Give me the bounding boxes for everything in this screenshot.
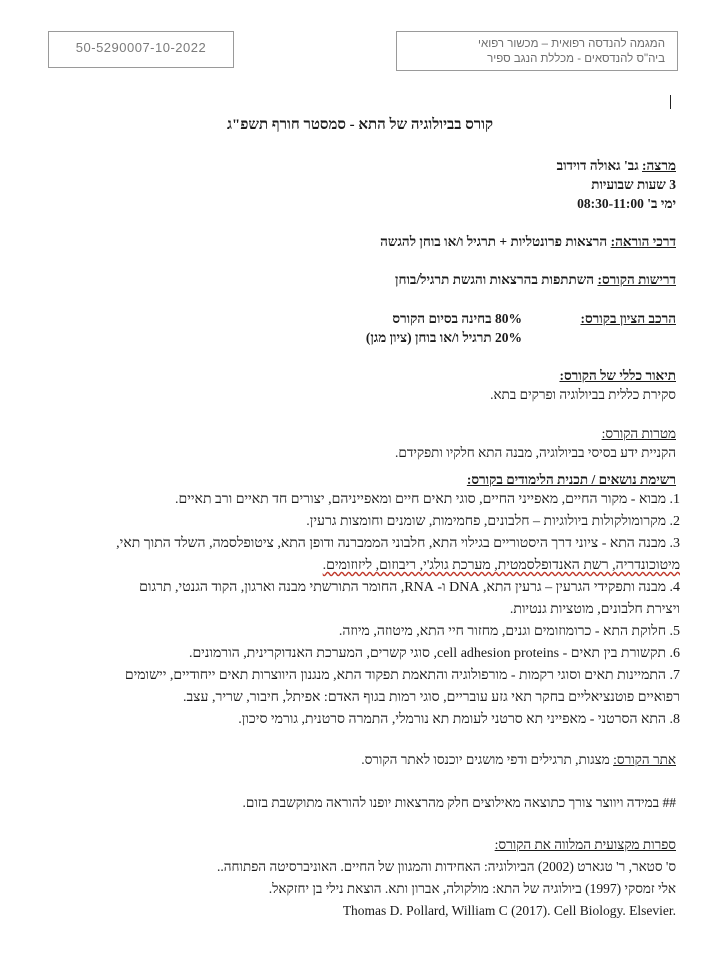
reference-2: אלי זמסקי (1997) ביולוגיה של התא: מולקולה, אברון ותא. הוצאת נילי בן יחזקאל.	[268, 881, 676, 896]
course-requirements	[395, 272, 676, 288]
goals-text: הקניית ידע בסיסי בביולוגיה, מבנה התא חלקיו ותפקידם.	[395, 445, 676, 460]
zoom-note: ## במידה ויווצר צורך כתוצאה מאילוצים חלק מהרצאות יופנו להוראה מתוקשבת בזום.	[242, 795, 676, 810]
topic-item: 6. תקשורת בין תאים - cell adhesion proteins, סוגי קשרים, המערכת האנדוקרינית, הורמונים.	[188, 646, 680, 661]
topic-item-continuation: מיטוכונדריה, רשת האנדופלסמטית, מערכת גולג'י, ריבוזום, ליזוזומים.	[322, 558, 680, 573]
website-label: אתר הקורס:	[613, 752, 676, 767]
teaching-methods	[380, 234, 676, 250]
topic-item: 7. התמיינות תאים וסוגי רקמות - מורפולוגיה והתאמת תפקוד התא, מנגנון היווצרות תאים ייחודיים, יישומים	[124, 668, 680, 683]
schedule: ימי ב' 08:30-11:00	[577, 196, 676, 211]
institution-box	[396, 31, 678, 71]
reference-3: Thomas D. Pollard, William C (2017). Cell Biology. Elsevier.	[342, 903, 676, 918]
topics-heading: רשימת נושאים / תכנית הלימודים בקורס:	[466, 472, 676, 487]
reference-1: ס' סטאר, ר' טגארט (2002) הביולוגיה: האחידות והמגוון של החיים. האוניברסיטה הפתוחה..	[217, 859, 676, 874]
literature-heading: ספרות מקצועית המלווה את הקורס:	[494, 837, 676, 852]
teaching-label: דרכי הוראה:	[610, 234, 676, 249]
topic-item: 5. חלוקת התא - כרומוזומים וגנים, מחזור חיי התא, מיטוזה, מיוזה.	[338, 624, 680, 639]
grade-label: הרכב הציון בקורס:	[580, 311, 676, 326]
lecturer-value: גב' גאולה דוידוב	[556, 158, 643, 173]
grade-line-2: 20% תרגיל ו/או בוחן (ציון מגן)	[365, 330, 522, 345]
topic-item: 4. מבנה ותפקידי הגרעין – גרעין התא, DNA ו- RNA, החומר התורשתי מבנה וארגון, הקוד הגנטי, תרגום	[139, 580, 680, 595]
institution-line-2: ביה"ס להנדסאים - מכללת הנגב ספיר	[487, 53, 665, 65]
topic-item: 2. מקרומולקולות ביולוגיות – חלבונים, פחמימות, שומנים וחומצות גרעין.	[306, 514, 680, 529]
teaching-value: הרצאות פרונטליות + תרגיל ו/או בוחן להגשה	[380, 234, 611, 249]
description-text: סקירת כללית בביולוגיה ופרקים בתא.	[490, 387, 676, 402]
lecturer-line	[557, 158, 676, 174]
institution-line-1: המגמה להנדסה רפואית – מכשור רפואי	[478, 38, 665, 50]
weekly-hours: 3 שעות שבועיות	[591, 177, 676, 192]
topic-item: 8. התא הסרטני - מאפייני תא סרטני לעומת תא נורמלי, התמרה סרטנית, גורמי סיכון.	[238, 712, 680, 727]
topic-item-continuation: רפואיים פוטנציאליים בחקר תאי גזע עובריים, סוגי רמות בגוף האדם: אפיתל, חיבור, שריר, עצב.	[182, 690, 680, 705]
topic-item: 1. מבוא - מקור החיים, מאפייני החיים, סוגי תאים חיים ומאפייניהם, יצורים חד תאיים ורב תאיים.	[174, 492, 680, 507]
topic-item: 3. מבנה התא - ציוני דרך היסטוריים בגילוי התא, חלבוני הממברנה ודופן התא, ציטופלסמה, השלד התוך תאי,	[116, 536, 680, 551]
goals-heading: מטרות הקורס:	[601, 426, 676, 441]
description-heading: תיאור כללי של הקורס:	[559, 368, 676, 383]
grade-line-1: 80% בחינה בסיום הקורס	[392, 311, 522, 326]
page-title: קורס בביולוגיה של התא - סמסטר חורף תשפ"ג	[226, 117, 494, 133]
course-website	[361, 752, 676, 768]
document-id: 50-5290007-10-2022	[75, 40, 207, 55]
website-value: מצגות, תרגילים ודפי מושגים יוכנסו לאתר הקורס.	[361, 752, 614, 767]
topic-item-continuation: ויצירת חלבונים, מוטציות גנטיות.	[509, 602, 680, 617]
text-cursor	[670, 95, 671, 109]
document-id-box	[48, 31, 234, 68]
requirements-label: דרישות הקורס:	[597, 272, 676, 287]
requirements-value: השתתפות בהרצאות והגשת תרגיל/בוחן	[395, 272, 598, 287]
lecturer-label: מרצה:	[642, 158, 676, 173]
